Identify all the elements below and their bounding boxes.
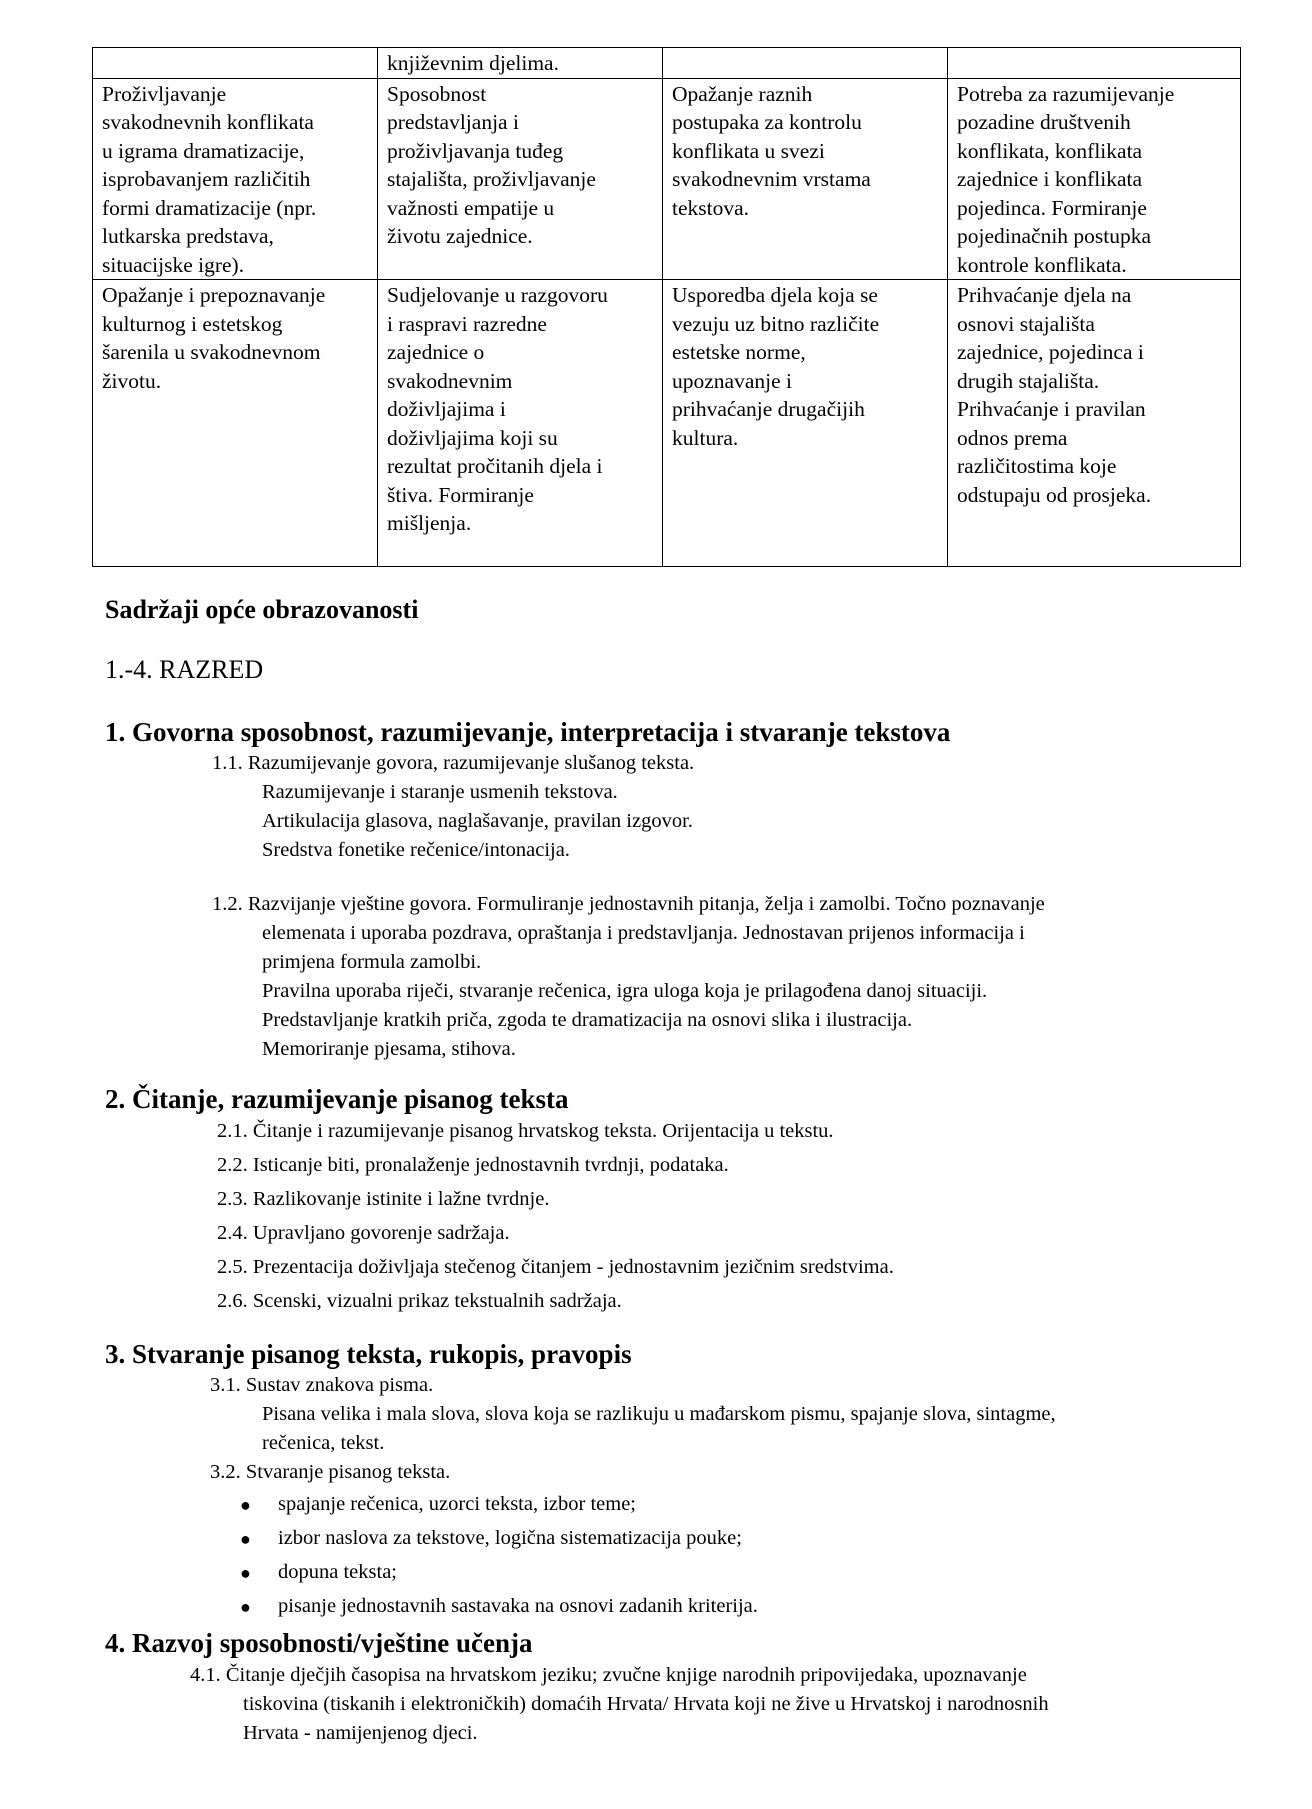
cell-text-line: proživljavanja tuđeg (387, 138, 564, 163)
cell-text-line: lutkarska predstava, (102, 224, 274, 248)
cell-text-line: Usporedba djela koja se (672, 283, 878, 307)
list-item: pisanje jednostavnih sastavaka na osnovi zadanih kriterija. (278, 1595, 758, 1617)
cell-text-line: Opažanje i prepoznavanje (102, 283, 326, 307)
cell-text-line: važnosti empatije u (387, 195, 555, 220)
table-cell (948, 78, 1241, 280)
table-cell (948, 280, 1241, 567)
cell-text-line: Potreba za razumijevanje (957, 81, 1175, 106)
table-cell (93, 280, 378, 567)
item-2-4: 2.4. Upravljano govorenje sadržaja. (217, 1222, 510, 1244)
cell-text-line: pojedinačnih postupka (957, 224, 1152, 248)
cell-text-line: odnos prema (957, 425, 1068, 450)
section-heading: Sadržaji opće obrazovanosti (105, 595, 419, 624)
cell-text-line: Opažanje raznih (672, 81, 813, 106)
cell-text-line: zajednice, pojedinca i (957, 340, 1144, 364)
table-cell (663, 280, 948, 567)
table-row (93, 48, 1241, 79)
text-line: rečenica, tekst. (262, 1432, 385, 1454)
cell-text-line: književnim djelima. (387, 51, 559, 75)
cell-text-line: kontrole konflikata. (957, 252, 1127, 277)
text-line: Pisana velika i mala slova, slova koja se razlikuju u mađarskom pismu, spajanje slova, sintagme, (262, 1403, 1056, 1425)
cell-text-line: Sudjelovanje u razgovoru (387, 283, 608, 307)
text-line: tiskovina (tiskanih i elektroničkih) domaćih Hrvata/ Hrvata koji ne žive u Hrvatskoj i narodnosnih (243, 1693, 1049, 1715)
cell-text-line: svakodnevnim vrstama (672, 167, 871, 191)
cell-text-line: pojedinca. Formiranje (957, 195, 1147, 220)
competency-table (92, 47, 1241, 567)
text-line: Sredstva fonetike rečenice/intonacija. (262, 839, 570, 861)
item-2-5: 2.5. Prezentacija doživljaja stečenog čitanjem - jednostavnim jezičnim sredstvima. (217, 1256, 894, 1278)
bullet-icon: ● (240, 1597, 251, 1617)
section-2-title: 2. Čitanje, razumijevanje pisanog teksta (105, 1084, 569, 1114)
cell-text-line: postupaka za kontrolu (672, 110, 862, 134)
bullet-icon: ● (240, 1563, 251, 1583)
table-cell (378, 78, 663, 280)
text-line: Artikulacija glasova, naglašavanje, pravilan izgovor. (262, 810, 693, 832)
cell-text-line: Prihvaćanje i pravilan (957, 397, 1146, 421)
item-2-1: 2.1. Čitanje i razumijevanje pisanog hrvatskog teksta. Orijentacija u tekstu. (217, 1120, 834, 1142)
text-line: Memoriranje pjesama, stihova. (262, 1038, 516, 1060)
cell-text-line: Sposobnost (387, 81, 487, 106)
section-3-title: 3. Stvaranje pisanog teksta, rukopis, pravopis (105, 1339, 632, 1369)
cell-text-line: stajališta, proživljavanje (387, 167, 596, 191)
grade-heading: 1.-4. RAZRED (105, 655, 264, 684)
table-cell (663, 78, 948, 280)
text-line: Razumijevanje i staranje usmenih tekstova. (262, 781, 618, 803)
text-line: Pravilna uporaba riječi, stvaranje rečenica, igra uloga koja je prilagođena danoj situaciji. (262, 980, 988, 1002)
text-line: Hrvata - namijenjenog djeci. (243, 1722, 478, 1744)
section-4-title: 4. Razvoj sposobnosti/vještine učenja (105, 1628, 533, 1658)
list-item: izbor naslova za tekstove, logična sistematizacija pouke; (278, 1527, 742, 1549)
section-1-title: 1. Govorna sposobnost, razumijevanje, interpretacija i stvaranje tekstova (105, 717, 951, 747)
table-cell (948, 48, 1241, 79)
cell-text-line: situacijske igre). (102, 252, 245, 277)
item-2-2: 2.2. Isticanje biti, pronalaženje jednostavnih tvrdnji, podataka. (217, 1154, 729, 1176)
cell-text-line: tekstova. (672, 195, 750, 220)
item-1-2: 1.2. Razvijanje vještine govora. Formuliranje jednostavnih pitanja, želja i zamolbi. Točno poznavanje (212, 893, 1045, 915)
item-3-2: 3.2. Stvaranje pisanog teksta. (210, 1461, 451, 1483)
cell-text-line: životu. (102, 368, 162, 393)
cell-text-line: svakodnevnih konflikata (102, 110, 314, 134)
cell-text-line: zajednice o (387, 340, 485, 364)
cell-text-line: osnovi stajališta (957, 311, 1095, 336)
table-cell (93, 78, 378, 280)
cell-text-line: Prihvaćanje djela na (957, 283, 1132, 307)
table-row (93, 78, 1241, 280)
cell-text-line: kulturnog i estetskog (102, 311, 283, 336)
list-item: dopuna teksta; (278, 1561, 397, 1583)
cell-text-line: i raspravi razredne (387, 311, 547, 336)
text-line: Predstavljanje kratkih priča, zgoda te dramatizacija na osnovi slika i ilustracija. (262, 1009, 913, 1031)
cell-text-line: u igrama dramatizacije, (102, 138, 305, 163)
table-cell (378, 48, 663, 79)
item-4-1: 4.1. Čitanje dječjih časopisa na hrvatskom jeziku; zvučne knjige narodnih pripovijedaka, upoznavanje (190, 1664, 1027, 1686)
cell-text-line: isprobavanjem različitih (102, 167, 311, 191)
cell-text-line: šarenila u svakodnevnom (102, 340, 321, 364)
cell-text-line: vezuju uz bitno različite (672, 311, 880, 336)
cell-text-line: pozadine društvenih (957, 110, 1131, 134)
cell-text-line: konflikata u svezi (672, 138, 825, 163)
bullet-icon: ● (240, 1529, 251, 1549)
cell-text-line: rezultat pročitanih djela i (387, 454, 603, 478)
cell-text-line: drugih stajališta. (957, 368, 1100, 393)
cell-text-line: konflikata, konflikata (957, 138, 1143, 163)
cell-text-line: mišljenja. (387, 511, 472, 535)
table-cell (663, 48, 948, 79)
cell-text-line: životu zajednice. (387, 224, 533, 248)
cell-text-line: predstavljanja i (387, 110, 519, 134)
cell-text-line: različitostima koje (957, 454, 1117, 478)
cell-text-line: Proživljavanje (102, 81, 227, 106)
item-1-1: 1.1. Razumijevanje govora, razumijevanje slušanog teksta. (212, 752, 695, 774)
cell-text-line: upoznavanje i (672, 368, 792, 393)
cell-text-line: doživljajima i (387, 397, 506, 421)
table-cell (378, 280, 663, 567)
cell-text-line: formi dramatizacije (npr. (102, 195, 317, 220)
table-row (93, 280, 1241, 567)
text-line: primjena formula zamolbi. (262, 951, 482, 973)
cell-text-line: odstupaju od prosjeka. (957, 482, 1152, 507)
list-item: spajanje rečenica, uzorci teksta, izbor teme; (278, 1493, 636, 1515)
table-cell (93, 48, 378, 79)
cell-text-line: svakodnevnim (387, 368, 513, 393)
item-3-1: 3.1. Sustav znakova pisma. (210, 1374, 434, 1396)
text-line: elemenata i uporaba pozdrava, opraštanja i predstavljanja. Jednostavan prijenos informacija i (262, 922, 1025, 944)
cell-text-line: estetske norme, (672, 340, 806, 364)
item-2-6: 2.6. Scenski, vizualni prikaz tekstualnih sadržaja. (217, 1290, 622, 1312)
cell-text-line: zajednice i konflikata (957, 167, 1143, 191)
cell-text-line: prihvaćanje drugačijih (672, 397, 865, 421)
cell-text-line: štiva. Formiranje (387, 482, 534, 507)
bullet-icon: ● (240, 1495, 251, 1515)
cell-text-line: doživljajima koji su (387, 425, 558, 450)
item-2-3: 2.3. Razlikovanje istinite i lažne tvrdnje. (217, 1188, 550, 1210)
cell-text-line: kultura. (672, 425, 739, 450)
